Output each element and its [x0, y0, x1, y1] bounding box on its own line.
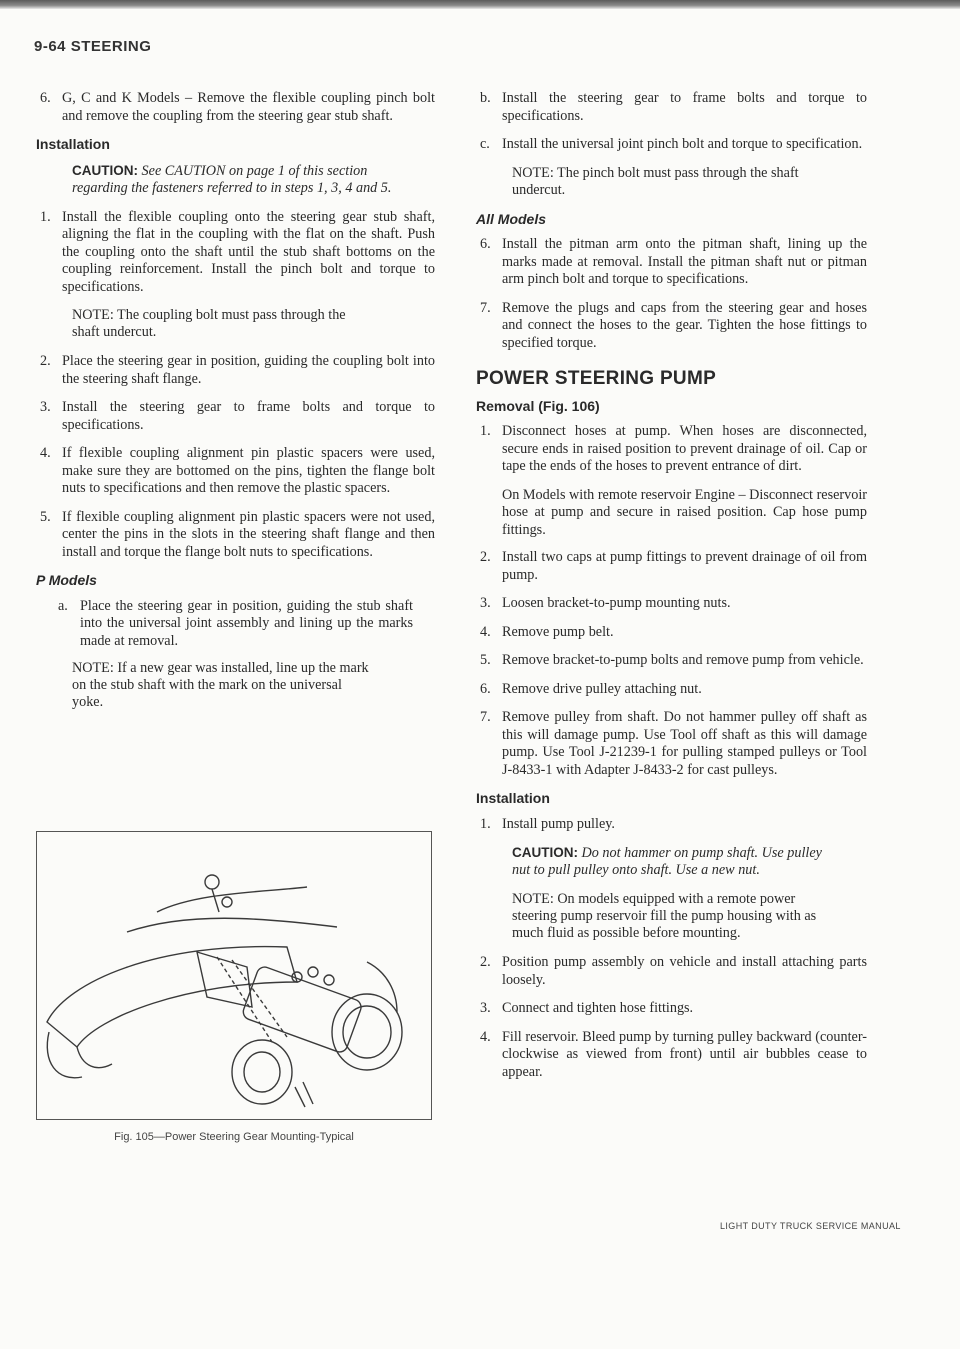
step-number: 7.: [480, 299, 491, 316]
pump-install-step-1: [480, 816, 867, 834]
note-pinch-bolt: NOTE: The pinch bolt must pass through the shaft undercut.: [512, 164, 799, 198]
removal-step-2: [480, 549, 867, 584]
step-text: Place the steering gear in position, guiding the coupling bolt into the steering shaft flange.: [62, 353, 435, 387]
pump-installation-heading: Installation: [476, 790, 550, 806]
figure-105-illustration: [36, 831, 432, 1120]
step-number: 4.: [480, 1028, 491, 1045]
pump-caution-block: [512, 844, 842, 879]
install-step-2: [40, 353, 435, 388]
step-text: G, C and K Models – Remove the flexible coupling pinch bolt and remove the coupling from the steering gear stub shaft.: [62, 90, 435, 124]
right-column: [476, 90, 867, 1092]
step-number: 3.: [40, 399, 51, 415]
step-number: 1.: [480, 815, 491, 832]
step-number: 1.: [40, 208, 51, 225]
step-text: Install the universal joint pinch bolt and torque to specification.: [502, 136, 863, 152]
removal-step-6: [480, 681, 867, 699]
removal-step-3: [480, 595, 867, 613]
step-text: Install pump pulley.: [502, 815, 615, 832]
caution-label: CAUTION:: [512, 845, 578, 860]
step-text: Remove bracket-to-pump bolts and remove pump from vehicle.: [502, 652, 864, 668]
install-step-1: [40, 209, 435, 297]
caution-block: [72, 162, 402, 197]
step-text: If flexible coupling alignment pin plastic spacers were not used, center the pins in the slots in the steering shaft flange and then install and torque the flange bolt nuts to specifications.: [62, 508, 435, 560]
left-column: [36, 90, 435, 723]
step-number: 5.: [40, 508, 51, 525]
note-remote-reservoir: NOTE: On models equipped with a remote power steering pump reservoir fill the pump housing with as much fluid as possible before mounting.: [512, 891, 817, 941]
step-number: 4.: [40, 445, 51, 461]
step-6-gck: [40, 90, 435, 125]
p-step-a: [58, 598, 413, 651]
frame-rail: [47, 947, 297, 1047]
step-number: 2.: [480, 549, 491, 565]
step-text: Disconnect hoses at pump. When hoses are disconnected, secure ends in raised position to prevent drainage of oil. Cap or tape the ends of the hoses to prevent entrance of dirt.: [502, 423, 867, 474]
top-edge-bar: [0, 0, 960, 9]
step-text: Fill reservoir. Bleed pump by turning pulley backward (counter-clockwise as viewed from front) until air bubbles cease to appear.: [502, 1028, 867, 1080]
step-text: Remove pulley from shaft. Do not hammer pulley off shaft as this will damage pump. Use Tool off shaft as this will damage pump. Use Tool J-21239-1 for pulling stamped pulleys or Tool J-8433-1 with Adapter J-8433-2 for cast pulleys.: [502, 709, 867, 778]
step-number: 3.: [480, 1000, 491, 1016]
pump-install-step-2: [480, 954, 867, 989]
step-text: Remove pump belt.: [502, 623, 614, 640]
step-text: Install the steering gear to frame bolts and torque to specifications.: [62, 399, 435, 433]
step-text: Position pump assembly on vehicle and install attaching parts loosely.: [502, 954, 867, 988]
pump-install-step-3: [480, 1000, 867, 1018]
install-step-4: [40, 445, 435, 498]
step-text: Install the pitman arm onto the pitman shaft, lining up the marks made at removal. Install the pitman shaft nut or pitman arm pinch bolt and torque to specifications.: [502, 236, 867, 287]
step-number: 2.: [480, 954, 491, 970]
step-text: Install two caps at pump fittings to prevent drainage of oil from pump.: [502, 549, 867, 583]
step-number: 6.: [40, 90, 51, 106]
step-text: Install the flexible coupling onto the steering gear stub shaft, aligning the flat in the coupling with the flat on the shaft. Push the coupling onto the shaft until the stub shaft bottoms on the coupling reinforcement. Install the pinch bolt and torque to specifications.: [62, 208, 435, 295]
note-new-gear: NOTE: If a new gear was installed, line up the mark on the stub shaft with the mark on the universal yoke.: [72, 660, 369, 710]
pump-install-step-4: [480, 1029, 867, 1082]
step-number: 5.: [480, 652, 491, 668]
step-number: 2.: [40, 353, 51, 369]
step-number: 1.: [480, 423, 491, 439]
steering-gear-diagram: [37, 832, 431, 1119]
step-text: Connect and tighten hose fittings.: [502, 1000, 694, 1016]
step-letter: c.: [480, 136, 490, 152]
step-text: Remove the plugs and caps from the steering gear and hoses and connect the hoses to the gear. Tighten the hose fittings to specified torque.: [502, 299, 867, 351]
step-number: 4.: [480, 623, 491, 640]
p-step-c: [480, 136, 867, 154]
all-step-6: [480, 236, 867, 289]
step-number: 6.: [480, 680, 491, 697]
removal-step-5: [480, 652, 867, 670]
step-text: Install the steering gear to frame bolts and torque to specifications.: [502, 90, 867, 124]
page-footer: LIGHT DUTY TRUCK SERVICE MANUAL: [720, 1221, 901, 1231]
install-step-3: [40, 399, 435, 434]
step-text: If flexible coupling alignment pin plastic spacers were used, make sure they are bottomed on the pins, tighten the flange bolt nuts to specifications and then remove the plastic spacers.: [62, 445, 435, 496]
step-number: 6.: [480, 236, 491, 252]
caution-text: See CAUTION on page 1 of this section regarding the fasteners referred to in steps 1, 3, 4 and 5.: [72, 162, 392, 196]
p-models-heading: P Models: [36, 572, 97, 588]
page-header: 9-64 STEERING: [34, 38, 152, 55]
remote-reservoir-para: On Models with remote reservoir Engine – Disconnect reservoir hose at pump and secure in raised position. Cap hose pump fittings.: [502, 486, 867, 538]
removal-step-7: [480, 709, 867, 779]
caution-text: Do not hammer on pump shaft. Use pulley nut to pull pulley onto shaft. Use a new nut.: [512, 845, 822, 878]
step-text: Remove drive pulley attaching nut.: [502, 680, 702, 697]
caution-label: CAUTION:: [72, 162, 138, 178]
removal-step-4: [480, 624, 867, 642]
removal-step-1: [480, 423, 867, 476]
installation-heading: Installation: [36, 136, 110, 152]
p-step-b: [480, 90, 867, 125]
all-step-7: [480, 300, 867, 353]
note-coupling-bolt: NOTE: The coupling bolt must pass through the shaft undercut.: [72, 307, 346, 340]
bolt-head: [205, 875, 219, 889]
step-letter: a.: [58, 597, 68, 614]
step-text: Loosen bracket-to-pump mounting nuts.: [502, 595, 731, 611]
figure-caption: Fig. 105—Power Steering Gear Mounting-Typical: [114, 1131, 354, 1143]
step-number: 3.: [480, 595, 491, 611]
all-models-heading: All Models: [476, 210, 547, 227]
step-text: Place the steering gear in position, guiding the stub shaft into the universal joint assembly and lining up the marks made at removal.: [80, 597, 413, 649]
removal-heading: Removal (Fig. 106): [476, 397, 600, 414]
step-letter: b.: [480, 90, 491, 106]
step-number: 7.: [480, 709, 491, 725]
install-step-5: [40, 509, 435, 562]
power-steering-pump-heading: POWER STEERING PUMP: [476, 368, 717, 389]
